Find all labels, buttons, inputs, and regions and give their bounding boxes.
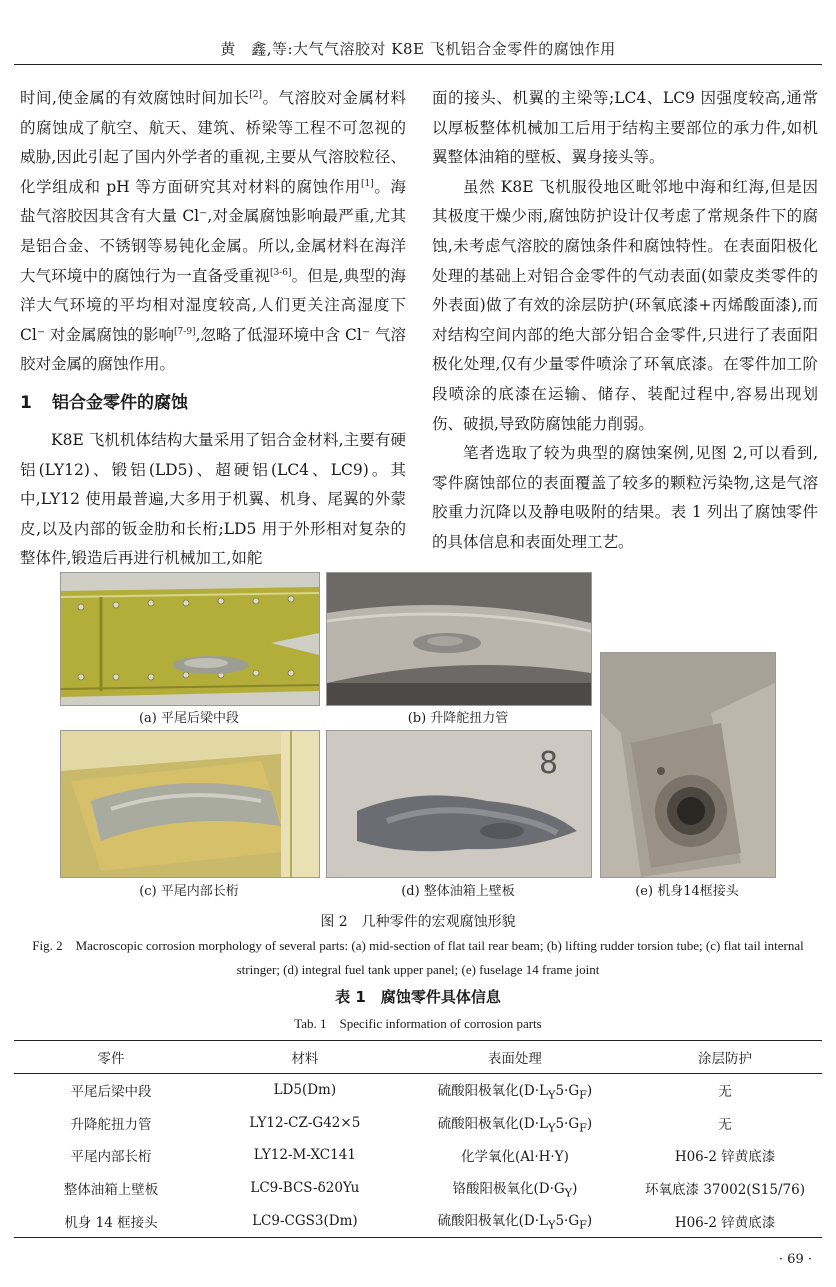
table-cell: 机身 14 框接头 bbox=[14, 1204, 208, 1237]
cell-text: ) bbox=[572, 1180, 578, 1197]
figure-panel-c bbox=[60, 730, 320, 878]
photo-torsion-tube bbox=[327, 573, 591, 705]
cell-text: ) bbox=[586, 1213, 593, 1230]
table-title-cn: 表 1 腐蚀零件具体信息 bbox=[335, 988, 501, 1006]
citation-ref: [7-9] bbox=[174, 326, 196, 337]
table-cell: 平尾后梁中段 bbox=[70, 1084, 152, 1101]
citation-ref: [2] bbox=[249, 89, 263, 100]
cell-text: ) bbox=[586, 1082, 593, 1099]
photo-frame-joint bbox=[601, 653, 775, 877]
section-number: 1 bbox=[20, 392, 32, 413]
cell-sub: F bbox=[579, 1088, 587, 1102]
table-row bbox=[14, 1204, 822, 1237]
table-cell: LD5(Dm) bbox=[273, 1082, 337, 1099]
cell-sub: Y bbox=[548, 1121, 556, 1135]
header-rule bbox=[14, 64, 822, 65]
photo-fuel-tank-panel bbox=[327, 731, 591, 877]
table-cell: 化学氧化(Al·H·Y) bbox=[460, 1149, 569, 1166]
cell-text: ) bbox=[586, 1115, 593, 1132]
section-heading bbox=[20, 386, 406, 420]
page-number: · 69 · bbox=[778, 1252, 812, 1267]
text-span: 。海盐气溶胶因其含有大量 Cl⁻,对金属腐蚀影响最严重,尤其是铝合金、不锈钢等易钝化金属。所以,金属材料在海洋大气环境中的腐蚀行为一直备受重视 bbox=[20, 177, 406, 285]
table-header: 材料 bbox=[208, 1041, 402, 1074]
right-paragraph-1: 面的接头、机翼的主梁等;LC4、LC9 因强度较高,通常以厚板整体机械加工后用于结构主要部位的承力件,如机翼整体油箱的壁板、翼身接头等。 bbox=[432, 89, 818, 167]
table-header: 表面处理 bbox=[402, 1041, 628, 1074]
cell-sub: Y bbox=[548, 1088, 556, 1102]
cell-text: 5·G bbox=[555, 1115, 580, 1132]
cell-sub: Y bbox=[564, 1186, 573, 1200]
table-cell: 无 bbox=[718, 1116, 732, 1133]
caption-d: (d) 整体油箱上壁板 bbox=[401, 884, 515, 899]
figure-panel-d bbox=[326, 730, 592, 878]
table-cell bbox=[402, 1172, 628, 1205]
text-span: 时间,使金属的有效腐蚀时间加长 bbox=[20, 89, 250, 107]
table-cell: H06-2 锌黄底漆 bbox=[674, 1149, 776, 1166]
left-column bbox=[20, 84, 406, 574]
caption-a: (a) 平尾后梁中段 bbox=[138, 711, 240, 726]
caption-c: (c) 平尾内部长桁 bbox=[139, 884, 239, 899]
panel-marking: 8 bbox=[539, 746, 559, 781]
left-paragraph-1 bbox=[20, 84, 406, 380]
table-cell: 无 bbox=[718, 1084, 732, 1101]
cell-text: 5·G bbox=[555, 1082, 580, 1099]
cell-text: 硫酸阳极氧化(D·L bbox=[437, 1115, 548, 1132]
section-title: 铝合金零件的腐蚀 bbox=[52, 392, 188, 413]
right-column bbox=[432, 84, 818, 558]
figure-panel-a bbox=[60, 572, 320, 706]
table-cell: 平尾内部长桁 bbox=[70, 1149, 152, 1166]
table-header: 涂层防护 bbox=[628, 1041, 822, 1074]
cell-sub: F bbox=[579, 1121, 587, 1135]
right-paragraph-2: 虽然 K8E 飞机服役地区毗邻地中海和红海,但是因其极度干燥少雨,腐蚀防护设计仅考虑了常规条件下的腐蚀,未考虑气溶胶的腐蚀条件和腐蚀特性。在表面阳极化处理的基础上对铝合金零件的气动表面(如蒙皮类零件的外表面)做了有效的涂层防护(环氧底漆+丙烯酸面漆),而对结构空间内部的绝大部分铝合金零件,只进行了表面阳极化处理,仅有少量零件喷涂了环氧底漆。在零件加工阶段喷涂的底漆在运输、储存、装配过程中,容易出现划伤、破损,导致防腐蚀能力削弱。 bbox=[432, 177, 818, 433]
corrosion-parts-table bbox=[14, 1040, 822, 1238]
cell-text: 铬酸阳极氧化(D·G bbox=[452, 1180, 565, 1197]
table-cell: H06-2 锌黄底漆 bbox=[628, 1204, 822, 1237]
text-span: 。但是,典型的海洋大气环境的平均相对湿度较高,人们更关注高湿度下 Cl⁻ 对金属腐蚀的影响 bbox=[20, 266, 406, 344]
table-row bbox=[14, 1074, 822, 1107]
citation-ref: [3-6] bbox=[270, 267, 292, 278]
running-header: 黄 鑫,等:大气气溶胶对 K8E 飞机铝合金零件的腐蚀作用 bbox=[220, 40, 616, 58]
figure-panel-b bbox=[326, 572, 592, 706]
figure-panel-e bbox=[600, 652, 776, 878]
table-row bbox=[14, 1107, 822, 1140]
photo-stringer bbox=[61, 731, 319, 877]
left-paragraph-2: K8E 飞机机体结构大量采用了铝合金材料,主要有硬铝(LY12)、锻铝(LD5)、超硬铝(LC4、LC9)。其中,LY12 使用最普遍,大多用于机翼、机身、尾翼的外蒙皮,以及内部的钣金肋和长桁;LD5 用于外形相对复杂的整体件,锻造后再进行机械加工,如舵 bbox=[20, 430, 406, 568]
text-span: ,忽略了低湿环境中含 Cl⁻ 气溶胶对金属的腐蚀作用。 bbox=[20, 325, 406, 374]
table-header-row bbox=[14, 1041, 822, 1074]
cell-text: 硫酸阳极氧化(D·L bbox=[437, 1082, 548, 1099]
table-cell: 整体油箱上壁板 bbox=[63, 1182, 159, 1199]
table-cell bbox=[402, 1204, 628, 1237]
right-paragraph-3: 笔者选取了较为典型的腐蚀案例,见图 2,可以看到,零件腐蚀部位的表面覆盖了较多的颗粒污染物,这是气溶胶重力沉降以及静电吸附的结果。表 1 列出了腐蚀零件的具体信息和表面处理工艺。 bbox=[432, 444, 818, 551]
table-row bbox=[14, 1172, 822, 1205]
caption-e: (e) 机身14框接头 bbox=[635, 884, 739, 899]
table-cell: LY12-CZ-G42×5 bbox=[249, 1114, 361, 1131]
text-span: 。气溶胶对金属材料的腐蚀成了航空、航天、建筑、桥梁等工程不可忽视的威胁,因此引起了国内外学者的重视,主要从气溶胶粒径、化学组成和 pH 等方面研究其对材料的腐蚀作用 bbox=[20, 89, 406, 196]
citation-ref: [1] bbox=[360, 178, 374, 189]
figure-title-cn: 图 2 几种零件的宏观腐蚀形貌 bbox=[320, 914, 516, 930]
figure-title-en: Fig. 2 Macroscopic corrosion morphology of several parts: (a) mid-section of flat tail rear beam; (b) lifting rudder torsion tube; (c) flat tail internal stringer; (d) integral fuel tank upper panel; (e) fuselage 14 frame joint bbox=[32, 938, 804, 977]
table-cell: LC9-BCS-δ20Yu bbox=[250, 1180, 360, 1197]
cell-text: 5·G bbox=[555, 1213, 580, 1230]
table-cell: 升降舵扭力管 bbox=[70, 1116, 152, 1133]
cell-text: 硫酸阳极氧化(D·L bbox=[437, 1213, 548, 1230]
table-cell: 环氧底漆 37002(S15/76) bbox=[645, 1182, 805, 1199]
table-cell bbox=[402, 1074, 628, 1107]
table-cell bbox=[402, 1107, 628, 1140]
table-header: 零件 bbox=[14, 1041, 208, 1074]
photo-tail-beam bbox=[61, 573, 319, 705]
caption-b: (b) 升降舵扭力管 bbox=[407, 711, 509, 726]
table-cell: LC9-CGS3(Dm) bbox=[208, 1204, 402, 1237]
table-row bbox=[14, 1139, 822, 1172]
table-title-en: Tab. 1 Specific information of corrosion parts bbox=[294, 1016, 542, 1031]
cell-sub: Y bbox=[548, 1219, 556, 1233]
table-cell: LY12-M-XC141 bbox=[253, 1147, 356, 1164]
cell-sub: F bbox=[579, 1219, 587, 1233]
